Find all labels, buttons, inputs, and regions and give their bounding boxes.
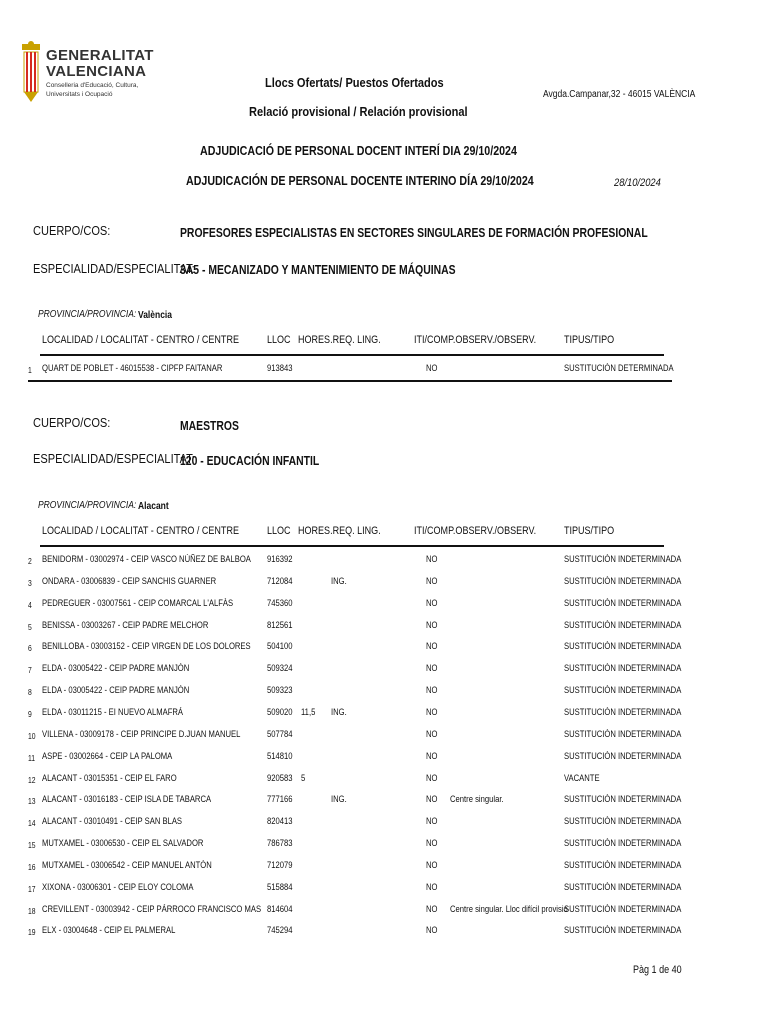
cell-lloc: 745294 — [267, 925, 293, 936]
cell-centre: ELDA - 03011215 - EI NUEVO ALMAFRÁ — [42, 706, 184, 717]
col-header-lloc: LLOC — [267, 334, 291, 346]
cell-iti: NO — [426, 706, 438, 717]
address: Avgda.Campanar,32 - 46015 VALÈNCIA — [543, 89, 696, 100]
row-number: 15 — [28, 841, 36, 851]
row-number: 18 — [28, 906, 36, 916]
cell-obs: Centre singular. — [450, 794, 504, 805]
cuerpo-label: CUERPO/COS: — [33, 223, 111, 238]
row-number: 7 — [28, 666, 32, 676]
cell-lloc: 913843 — [267, 363, 293, 373]
row-number: 9 — [28, 709, 32, 719]
cell-centre: XIXONA - 03006301 - CEIP ELOY COLOMA — [42, 881, 194, 892]
cell-iti: NO — [426, 903, 438, 914]
generalitat-logo — [20, 40, 154, 124]
row-number: 11 — [28, 753, 36, 763]
row-number: 4 — [28, 600, 32, 610]
row-number: 8 — [28, 688, 32, 698]
page-number: Pàg 1 de 40 — [633, 964, 682, 976]
cell-tipus: SUSTITUCIÓN INDETERMINADA — [564, 597, 682, 608]
cell-centre: ELX - 03004648 - CEIP EL PALMERAL — [42, 925, 176, 936]
cell-centre: ELDA - 03005422 - CEIP PADRE MANJÓN — [42, 685, 190, 696]
shield-icon — [20, 40, 42, 106]
cell-centre: PEDREGUER - 03007561 - CEIP COMARCAL L'ALFÀS — [42, 597, 234, 608]
cell-lloc: 812561 — [267, 619, 293, 630]
cell-lloc: 745360 — [267, 597, 293, 608]
col-header-hores: HORES.REQ. LING. — [298, 334, 381, 346]
cell-lloc: 820413 — [267, 816, 293, 827]
cell-iti: NO — [426, 925, 438, 936]
cell-iti: NO — [426, 619, 438, 630]
header-rule-2 — [40, 545, 664, 547]
cell-tipus: SUSTITUCIÓN INDETERMINADA — [564, 641, 682, 652]
cell-lloc: 814604 — [267, 903, 293, 914]
cell-centre: BENILLOBA - 03003152 - CEIP VIRGEN DE LOS DOLORES — [42, 641, 251, 652]
cell-lloc: 712084 — [267, 575, 293, 586]
col-header-tipus: TIPUS/TIPO — [564, 334, 615, 346]
cell-tipus: SUSTITUCIÓN INDETERMINADA — [564, 619, 682, 630]
cell-iti: NO — [426, 881, 438, 892]
cell-iti: NO — [426, 772, 438, 783]
cell-tipus: SUSTITUCIÓN INDETERMINADA — [564, 859, 682, 870]
cell-tipus: SUSTITUCIÓN INDETERMINADA — [564, 685, 682, 696]
provincia-value: València — [138, 310, 173, 321]
cell-ling: ING. — [331, 706, 347, 717]
provincia-label: PROVINCIA/PROVINCIA: — [38, 309, 137, 320]
page-subtitle: Relació provisional / Relación provisional — [249, 104, 468, 119]
cell-iti: NO — [426, 641, 438, 652]
cell-tipus: SUSTITUCIÓN INDETERMINADA — [564, 816, 682, 827]
row-number: 5 — [28, 622, 32, 632]
cell-centre: ALACANT - 03015351 - CEIP EL FARO — [42, 772, 177, 783]
cell-lloc: 777166 — [267, 794, 293, 805]
logo-line-2: VALENCIANA — [46, 63, 147, 80]
cell-hores: 5 — [301, 772, 306, 783]
cell-tipus: SUSTITUCIÓN INDETERMINADA — [564, 838, 682, 849]
row-number: 16 — [28, 862, 36, 872]
cell-centre: QUART DE POBLET - 46015538 - CIPFP FAITANAR — [42, 363, 223, 373]
cuerpo-value-clip — [180, 225, 648, 245]
cuerpo-value: PROFESORES ESPECIALISTAS EN SECTORES SINGULARES DE FORMACIÓN PROFESIONAL — [180, 225, 648, 240]
cell-centre: BENISSA - 03003267 - CEIP PADRE MELCHOR — [42, 619, 209, 630]
cell-lloc: 504100 — [267, 641, 293, 652]
cell-iti: NO — [426, 363, 438, 373]
logo-line-1: GENERALITAT — [46, 47, 154, 64]
cuerpo-label-2: CUERPO/COS: — [33, 415, 111, 430]
row-number: 13 — [28, 797, 36, 807]
logo-dept-1: Conselleria d'Educació, Cultura, — [46, 82, 139, 89]
cell-iti: NO — [426, 859, 438, 870]
cell-tipus: SUSTITUCIÓN INDETERMINADA — [564, 881, 682, 892]
cell-lloc: 920583 — [267, 772, 293, 783]
especialidad-value-2: 120 - EDUCACIÓN INFANTIL — [180, 453, 320, 468]
col-header-hores-2: HORES.REQ. LING. — [298, 525, 381, 537]
cell-centre: ALACANT - 03010491 - CEIP SAN BLAS — [42, 816, 183, 827]
row-number: 1 — [28, 366, 32, 375]
cell-tipus: SUSTITUCIÓN INDETERMINADA — [564, 750, 682, 761]
cell-iti: NO — [426, 685, 438, 696]
cell-tipus: SUSTITUCIÓN INDETERMINADA — [564, 925, 682, 936]
title-valencian: ADJUDICACIÓ DE PERSONAL DOCENT INTERÍ DIA 29/10/2024 — [200, 143, 517, 158]
cell-centre: ELDA - 03005422 - CEIP PADRE MANJÓN — [42, 663, 190, 674]
logo-dept-2: Universitats i Ocupació — [46, 91, 113, 98]
cell-tipus: SUSTITUCIÓN INDETERMINADA — [564, 554, 682, 564]
row-number: 6 — [28, 644, 32, 654]
especialidad-value: 3A5 - MECANIZADO Y MANTENIMIENTO DE MÁQUINAS — [180, 262, 456, 277]
cell-iti: NO — [426, 597, 438, 608]
cell-lloc: 712079 — [267, 859, 293, 870]
cell-tipus: SUSTITUCIÓN INDETERMINADA — [564, 794, 682, 805]
cell-ling: ING. — [331, 794, 347, 805]
cell-centre: ONDARA - 03006839 - CEIP SANCHIS GUARNER — [42, 575, 217, 586]
cell-hores: 11,5 — [301, 706, 316, 717]
cuerpo-value-2: MAESTROS — [180, 418, 239, 433]
cell-lloc: 514810 — [267, 750, 293, 761]
cell-iti: NO — [426, 554, 438, 564]
cell-iti: NO — [426, 663, 438, 674]
document-date: 28/10/2024 — [614, 177, 661, 189]
section-end-rule — [28, 380, 672, 382]
especialidad-label-2: ESPECIALIDAD/ESPECIALITAT: — [33, 451, 195, 466]
cell-iti: NO — [426, 838, 438, 849]
cell-tipus: SUSTITUCIÓN DETERMINADA — [564, 363, 674, 373]
cell-tipus: VACANTE — [564, 772, 600, 783]
row-number: 12 — [28, 775, 36, 785]
cell-centre: MUTXAMEL - 03006530 - CEIP EL SALVADOR — [42, 838, 204, 849]
row-number: 3 — [28, 578, 32, 588]
cell-centre: ALACANT - 03016183 - CEIP ISLA DE TABARCA — [42, 794, 212, 805]
col-header-tipus-2: TIPUS/TIPO — [564, 525, 615, 537]
cell-iti: NO — [426, 575, 438, 586]
especialidad-label: ESPECIALIDAD/ESPECIALITAT: — [33, 261, 195, 276]
provincia-value-2: Alacant — [138, 501, 169, 512]
cell-lloc: 507784 — [267, 728, 293, 739]
cell-tipus: SUSTITUCIÓN INDETERMINADA — [564, 663, 682, 674]
cell-iti: NO — [426, 794, 438, 805]
cell-iti: NO — [426, 816, 438, 827]
provincia-label-2: PROVINCIA/PROVINCIA: — [38, 500, 137, 511]
cell-centre: ASPE - 03002664 - CEIP LA PALOMA — [42, 750, 173, 761]
col-header-localitat: LOCALIDAD / LOCALITAT - CENTRO / CENTRE — [42, 334, 239, 346]
cell-centre: CREVILLENT - 03003942 - CEIP PÁRROCO FRANCISCO MAS — [42, 903, 262, 914]
row-number: 10 — [28, 731, 36, 741]
title-spanish: ADJUDICACIÓN DE PERSONAL DOCENTE INTERINO DÍA 29/10/2024 — [186, 173, 534, 188]
cell-lloc: 916392 — [267, 554, 293, 564]
col-header-iti: ITI/COMP.OBSERV./OBSERV. — [414, 334, 537, 346]
cell-tipus: SUSTITUCIÓN INDETERMINADA — [564, 728, 682, 739]
cell-lloc: 509324 — [267, 663, 293, 674]
cell-centre: MUTXAMEL - 03006542 - CEIP MANUEL ANTÓN — [42, 859, 212, 870]
col-header-lloc-2: LLOC — [267, 525, 291, 537]
cell-lloc: 509020 — [267, 706, 293, 717]
cell-lloc: 509323 — [267, 685, 293, 696]
cell-iti: NO — [426, 750, 438, 761]
row-number: 19 — [28, 928, 36, 938]
cell-tipus: SUSTITUCIÓN INDETERMINADA — [564, 706, 682, 717]
cell-lloc: 515884 — [267, 881, 293, 892]
row-number: 17 — [28, 884, 36, 894]
page-title: Llocs Ofertats/ Puestos Ofertados — [265, 75, 444, 90]
cell-centre: VILLENA - 03009178 - CEIP PRINCIPE D.JUAN MANUEL — [42, 728, 241, 739]
cell-tipus: SUSTITUCIÓN INDETERMINADA — [564, 575, 682, 586]
cell-iti: NO — [426, 728, 438, 739]
cell-lloc: 786783 — [267, 838, 293, 849]
cell-ling: ING. — [331, 575, 347, 586]
cell-centre: BENIDORM - 03002974 - CEIP VASCO NÚÑEZ DE BALBOA — [42, 554, 251, 564]
col-header-localitat-2: LOCALIDAD / LOCALITAT - CENTRO / CENTRE — [42, 525, 239, 537]
row-number: 2 — [28, 557, 32, 566]
cell-obs: Centre singular. Lloc difícil provisió — [450, 903, 568, 914]
col-header-iti-2: ITI/COMP.OBSERV./OBSERV. — [414, 525, 537, 537]
cell-tipus: SUSTITUCIÓN INDETERMINADA — [564, 903, 682, 914]
header-rule — [40, 354, 664, 356]
row-number: 14 — [28, 819, 36, 829]
